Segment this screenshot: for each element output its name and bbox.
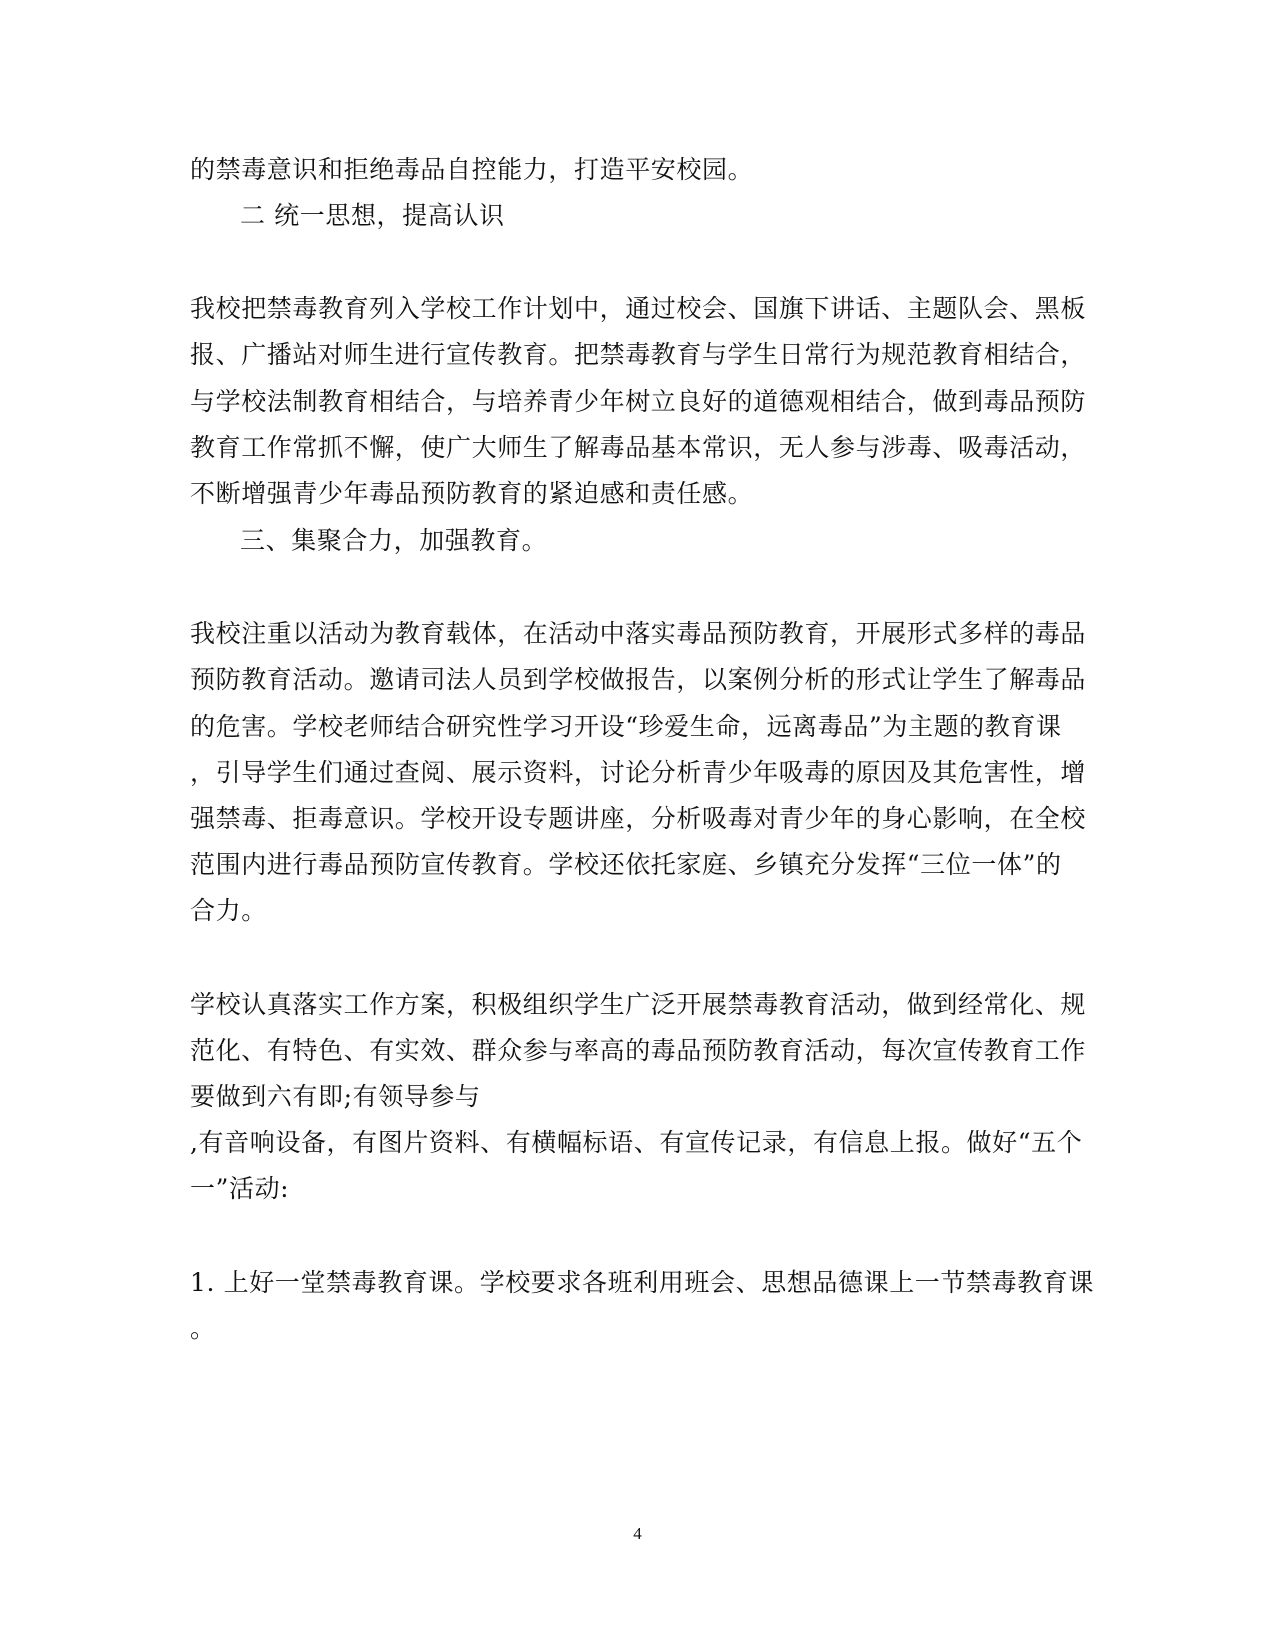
body-line: 强禁毒、拒毒意识。学校开设专题讲座，分析吸毒对青少年的身心影响，在全校 [190, 804, 1087, 833]
body-line: 合力。 [190, 896, 267, 925]
body-line: ,有音响设备，有图片资料、有横幅标语、有宣传记录，有信息上报。做好“五个 [190, 1128, 1083, 1157]
body-line: ，引导学生们通过查阅、展示资料，讨论分析青少年吸毒的原因及其危害性，增 [190, 758, 1087, 787]
body-line: 学校认真落实工作方案，积极组织学生广泛开展禁毒教育活动，做到经常化、规 [190, 990, 1087, 1019]
section-heading: 三、集聚合力，加强教育。 [240, 526, 548, 555]
page-number: 4 [633, 1524, 642, 1543]
list-item: 1. 上好一堂禁毒教育课。学校要求各班利用班会、思想品德课上一节禁毒教育课 [190, 1268, 1095, 1297]
body-line: 预防教育活动。邀请司法人员到学校做报告，以案例分析的形式让学生了解毒品 [190, 665, 1087, 694]
body-line: 范化、有特色、有实效、群众参与率高的毒品预防教育活动，每次宣传教育工作 [190, 1036, 1087, 1065]
section-heading: 二 统一思想，提高认识 [240, 201, 505, 230]
body-line: 范围内进行毒品预防宣传教育。学校还依托家庭、乡镇充分发挥“三位一体”的 [190, 850, 1062, 879]
body-line: 。 [190, 1314, 216, 1343]
body-line: 一”活动: [190, 1174, 290, 1203]
body-line: 教育工作常抓不懈，使广大师生了解毒品基本常识，无人参与涉毒、吸毒活动， [190, 433, 1087, 462]
body-line: 报、广播站对师生进行宣传教育。把禁毒教育与学生日常行为规范教育相结合， [190, 340, 1087, 369]
body-line: 我校把禁毒教育列入学校工作计划中，通过校会、国旗下讲话、主题队会、黑板 [190, 294, 1087, 323]
body-line: 的危害。学校老师结合研究性学习开设“珍爱生命，远离毒品”为主题的教育课 [190, 712, 1062, 741]
body-line: 的禁毒意识和拒绝毒品自控能力，打造平安校园。 [190, 155, 754, 184]
body-line: 不断增强青少年毒品预防教育的紧迫感和责任感。 [190, 479, 754, 508]
body-line: 我校注重以活动为教育载体，在活动中落实毒品预防教育，开展形式多样的毒品 [190, 619, 1087, 648]
body-line: 要做到六有即;有领导参与 [190, 1082, 481, 1111]
body-line: 与学校法制教育相结合，与培养青少年树立良好的道德观相结合，做到毒品预防 [190, 387, 1087, 416]
